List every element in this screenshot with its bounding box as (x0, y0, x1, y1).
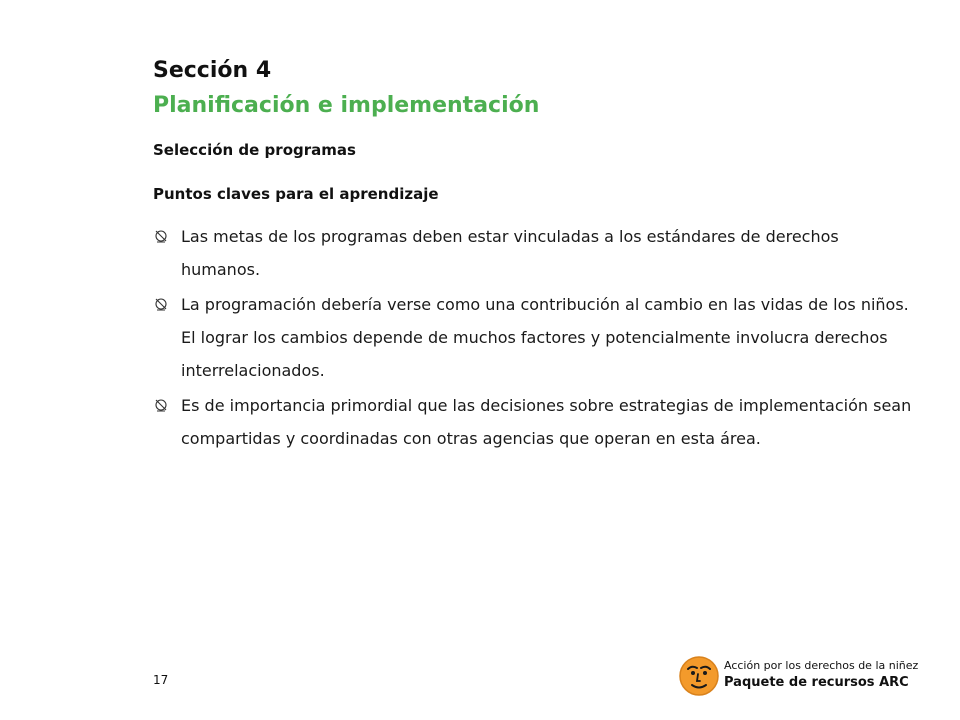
bullet-icon (153, 228, 169, 244)
bullet-icon (153, 296, 169, 312)
bullet-icon (153, 397, 169, 413)
brand-name: Paquete de recursos ARC (724, 675, 909, 690)
key-points-list (153, 220, 913, 455)
key-point-text: La programación debería verse como una contribución al cambio en las vidas de los niños. El lograr los cambios depende de muchos factores y potencialmente involucra derechos interrelacionados. (181, 295, 909, 380)
key-point (153, 389, 913, 455)
section-title: Planificación e implementación (153, 93, 540, 118)
key-points-heading: Puntos claves para el aprendizaje (153, 185, 439, 203)
subsection-heading: Selección de programas (153, 141, 356, 159)
arc-brand (678, 655, 928, 703)
key-point (153, 288, 913, 387)
page-number: 17 (153, 673, 169, 687)
brand-tagline: Acción por los derechos de la niñez (724, 659, 919, 672)
key-point (153, 220, 913, 286)
key-point-text: Las metas de los programas deben estar vinculadas a los estándares de derechos humanos. (181, 227, 839, 279)
section-number: Sección 4 (153, 58, 272, 83)
key-point-text: Es de importancia primordial que las decisiones sobre estrategias de implementación sean compartidas y coordinadas con otras agencias que operan en esta área. (181, 396, 912, 448)
arc-logo-icon (678, 655, 720, 697)
